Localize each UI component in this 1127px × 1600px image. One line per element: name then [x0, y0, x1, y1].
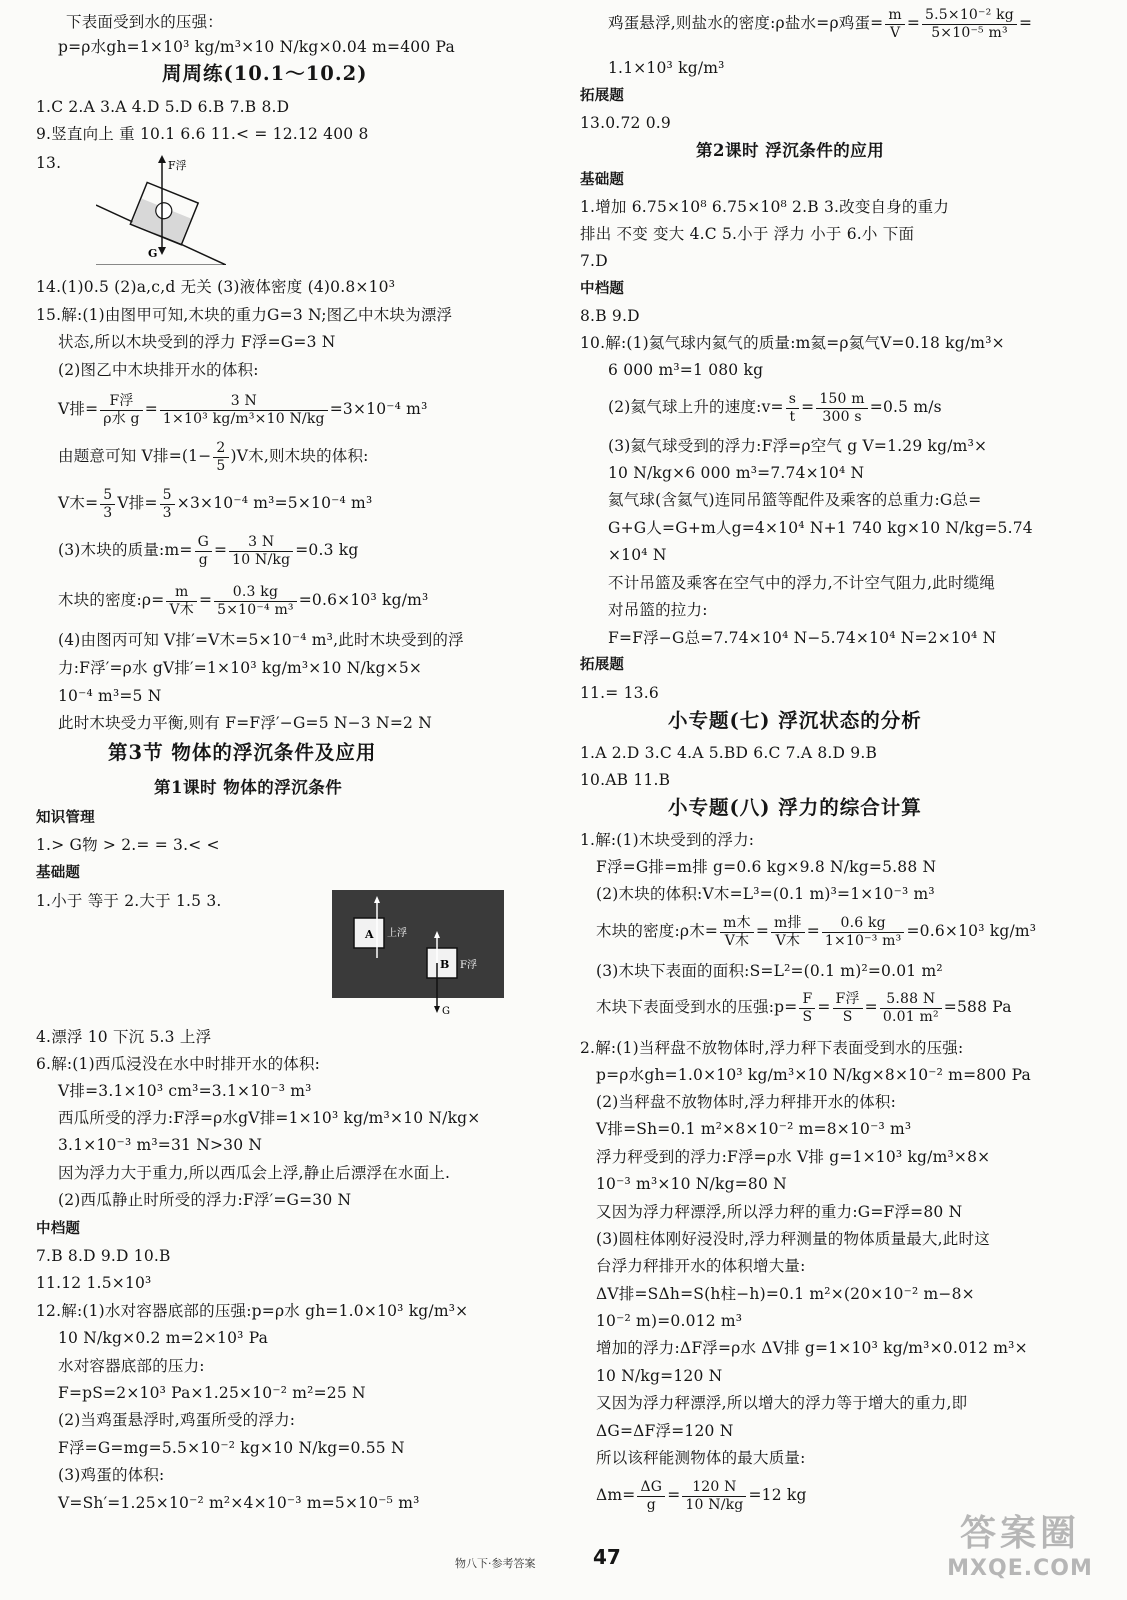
- math-line: V排= $\frac{\text{F浮}}{\text{ρ水 g}}$ = $\frac{3 N}{\text{1×10³ kg/m³×10 N/kg}}$ =3×10⁻⁴ m³: [58, 392, 428, 427]
- topic-title-8: 小专题(八) 浮力的综合计算: [668, 796, 922, 819]
- float-sink-figure: [332, 890, 504, 1015]
- text-line: 状态,所以木块受到的浮力 F浮=G=3 N: [58, 333, 336, 351]
- text-line: 10⁻⁴ m³=5 N: [58, 687, 162, 705]
- text-line: 1.小于 等于 2.大于 1.5 3.: [36, 892, 222, 910]
- math-line: 木块下表面受到水的压强:p= $\frac{F}{S}$ = $\frac{\text{F浮}}{S}$ = $\frac{5.88 N}{\text{0.01 m²}}$ =588 Pa: [596, 990, 1012, 1025]
- text-line: 1.1×10³ kg/m³: [608, 59, 725, 77]
- text-line: (2)西瓜静止时所受的浮力:F浮′=G=30 N: [58, 1191, 352, 1209]
- text-line: 11.= 13.6: [580, 684, 659, 702]
- watermark-text: 答案圈: [959, 1513, 1080, 1554]
- text-line: V=Sh′=1.25×10⁻² m²×4×10⁻³ m=5×10⁻⁵ m³: [58, 1494, 420, 1512]
- label-buoyant: F浮: [460, 960, 477, 971]
- text-line: p=ρ水gh=1×10³ kg/m³×10 N/kg×0.04 m=400 Pa: [58, 38, 455, 56]
- text-line: (4)由图丙可知 V排′=V木=5×10⁻⁴ m³,此时木块受到的浮: [58, 631, 464, 649]
- text-line: (3)氦气球受到的浮力:F浮=ρ空气 g V=1.29 kg/m³×: [608, 437, 988, 455]
- text-line: 1.增加 6.75×10⁸ 6.75×10⁸ 2.B 3.改变自身的重力: [580, 198, 950, 216]
- block-label-a: A: [365, 928, 374, 941]
- text-line: F=F浮−G总=7.74×10⁴ N−5.74×10⁴ N=2×10⁴ N: [608, 629, 997, 647]
- text-line: 15.解:(1)由图甲可知,木块的重力G=3 N;图乙中木块为漂浮: [36, 306, 453, 324]
- text-line: 4.漂浮 10 下沉 5.3 上浮: [36, 1028, 212, 1046]
- text-line: (3)圆柱体刚好浸没时,浮力秤测量的物体质量最大,此时这: [596, 1230, 990, 1248]
- text-line: (2)图乙中木块排开水的体积:: [58, 361, 259, 379]
- text-line: 1.A 2.D 3.C 4.A 5.BD 6.C 7.A 8.D 9.B: [580, 744, 878, 762]
- subsection-ext1: 拓展题: [580, 87, 625, 104]
- text-line: 6 000 m³=1 080 kg: [608, 361, 764, 379]
- watermark-url: MXQE.COM: [947, 1556, 1093, 1581]
- text-line: (2)当秤盘不放物体时,浮力秤排开水的体积:: [596, 1093, 897, 1111]
- lesson-title-2: 第2课时 浮沉条件的应用: [696, 141, 885, 160]
- text-line: 11.12 1.5×10³: [36, 1274, 152, 1292]
- text-line: 排出 不变 变大 4.C 5.小于 浮力 小于 6.小 下面: [580, 225, 915, 243]
- text-line: 1.C 2.A 3.A 4.D 5.D 6.B 7.B 8.D: [36, 98, 290, 116]
- text-line: V排=3.1×10³ cm³=3.1×10⁻³ m³: [58, 1082, 312, 1100]
- math-line: 木块的密度:ρ= $\frac{m}{\text{V木}}$ = $\frac{0.3 kg}{\text{5×10⁻⁴ m³}}$ =0.6×10³ kg/m³: [58, 583, 429, 618]
- text-line: 台浮力秤排开水的体积增大量:: [596, 1257, 806, 1275]
- text-line: 氦气球(含氦气)连同吊篮等配件及乘客的总重力:G总=: [608, 491, 982, 509]
- math-line: 木块的密度:ρ木= $\frac{\text{m木}}{\text{V木}}$ = $\frac{\text{m排}}{\text{V木}}$ = $\frac{0.6 kg}{\text{1×10⁻³ m³}}$ =0.6×10³ kg/m³: [596, 914, 1037, 949]
- section-title-sec3: 第3节 物体的浮沉条件及应用: [108, 741, 377, 764]
- subsection-mid: 中档题: [36, 1220, 81, 1237]
- math-line: (2)氦气球上升的速度:v= $\frac{s}{t}$ = $\frac{150 m}{300 s}$ =0.5 m/s: [608, 390, 942, 425]
- text-line: 3.1×10⁻³ m³=31 N>30 N: [58, 1136, 263, 1154]
- text-line: 浮力秤受到的浮力:F浮=ρ水 V排 g=1×10³ kg/m³×8×: [596, 1148, 991, 1166]
- page-number: 47: [593, 1545, 621, 1569]
- text-line: 7.D: [580, 252, 608, 270]
- math-line: 鸡蛋悬浮,则盐水的密度:ρ盐水=ρ鸡蛋= $\frac{m}{V}$ = $\frac{\text{5.5×10⁻² kg}}{\text{5×10⁻⁵ m³}}$ =: [608, 6, 1033, 41]
- text-line: 8.B 9.D: [580, 307, 640, 325]
- incline-buoyancy-figure: [96, 155, 226, 265]
- text-line: F浮=G排=m排 g=0.6 kg×9.8 N/kg=5.88 N: [596, 858, 937, 876]
- text-line: (2)木块的体积:V木=L³=(0.1 m)³=1×10⁻³ m³: [596, 885, 935, 903]
- text-line: ΔG=ΔF浮=120 N: [596, 1422, 734, 1440]
- text-line: 10 N/kg=120 N: [596, 1367, 723, 1385]
- math-line: (3)木块的质量:m= $\frac{G}{g}$ = $\frac{3 N}{10 N/kg}$ =0.3 kg: [58, 533, 359, 568]
- math-line: 由题意可知 V排=(1− $\frac{2}{5}$ )V木,则木块的体积:: [58, 439, 369, 474]
- text-line: 西瓜所受的浮力:F浮=ρ水gV排=1×10³ kg/m³×10 N/kg×: [58, 1109, 481, 1127]
- label-gravity: G: [442, 1006, 450, 1015]
- text-line: 1.> G物 > 2.= = 3.< <: [36, 836, 220, 854]
- text-line: 增加的浮力:ΔF浮=ρ水 ΔV排 g=1×10³ kg/m³×0.012 m³×: [596, 1339, 1028, 1357]
- footer-book-title: 物八下·参考答案: [455, 1557, 536, 1570]
- text-line: 10.解:(1)氦气球内氦气的质量:m氦=ρ氦气V=0.18 kg/m³×: [580, 334, 1005, 352]
- section-title-weekly: 周周练(10.1～10.2): [162, 62, 368, 85]
- watermark-logo: [925, 1505, 1115, 1597]
- text-line: 因为浮力大于重力,所以西瓜会上浮,静止后漂浮在水面上.: [58, 1164, 451, 1182]
- lesson-title-1: 第1课时 物体的浮沉条件: [154, 778, 343, 797]
- subsection-ext2: 拓展题: [580, 656, 625, 673]
- subsection-knowledge: 知识管理: [36, 809, 95, 826]
- force-label-buoyant: F浮: [168, 159, 187, 172]
- text-line: 10 N/kg×0.2 m=2×10³ Pa: [58, 1329, 269, 1347]
- text-line: 下表面受到水的压强：: [66, 13, 224, 31]
- text-line: 10 N/kg×6 000 m³=7.74×10⁴ N: [608, 464, 865, 482]
- subsection-basic2: 基础题: [580, 171, 625, 188]
- text-line: 水对容器底部的压力:: [58, 1357, 205, 1375]
- text-line: G+G人=G+m人g=4×10⁴ N+1 740 kg×10 N/kg=5.74: [608, 519, 1033, 537]
- text-line: 13.: [36, 154, 62, 172]
- block-label-b: B: [440, 958, 450, 971]
- label-rise: 上浮: [387, 928, 407, 939]
- text-line: 所以该秤能测物体的最大质量:: [596, 1449, 806, 1467]
- text-line: 6.解:(1)西瓜浸没在水中时排开水的体积:: [36, 1055, 321, 1073]
- text-line: 9.竖直向上 重 10.1 6.6 11.< = 12.12 400 8: [36, 125, 369, 143]
- text-line: 10⁻³ m³×10 N/kg=80 N: [596, 1175, 787, 1193]
- text-line: 对吊篮的拉力:: [608, 601, 708, 619]
- text-line: (2)当鸡蛋悬浮时,鸡蛋所受的浮力:: [58, 1411, 296, 1429]
- text-line: 10⁻² m)=0.012 m³: [596, 1312, 743, 1330]
- subsection-mid2: 中档题: [580, 280, 625, 297]
- text-line: 1.解:(1)木块受到的浮力:: [580, 831, 755, 849]
- text-line: V排=Sh=0.1 m²×8×10⁻² m=8×10⁻³ m³: [596, 1120, 912, 1138]
- text-line: 不计吊篮及乘客在空气中的浮力,不计空气阻力,此时缆绳: [608, 574, 996, 592]
- text-line: 14.(1)0.5 (2)a,c,d 无关 (3)液体密度 (4)0.8×10³: [36, 278, 396, 296]
- text-line: 10.AB 11.B: [580, 771, 671, 789]
- text-line: 又因为浮力秤漂浮,所以增大的浮力等于增大的重力,即: [596, 1394, 968, 1412]
- subsection-basic: 基础题: [36, 864, 81, 881]
- force-label-gravity: G: [148, 247, 158, 260]
- text-line: ΔV排=SΔh=S(h柱−h)=0.1 m²×(20×10⁻² m−8×: [596, 1285, 975, 1303]
- text-line: 此时木块受力平衡,则有 F=F浮′−G=5 N−3 N=2 N: [58, 714, 432, 732]
- math-line: Δm= $\frac{\Delta G}{g}$ = $\frac{120 N}{10 N/kg}$ =12 kg: [596, 1478, 807, 1513]
- text-line: F=pS=2×10³ Pa×1.25×10⁻² m²=25 N: [58, 1384, 366, 1402]
- text-line: (3)鸡蛋的体积:: [58, 1466, 165, 1484]
- text-line: 力:F浮′=ρ水 gV排′=1×10³ kg/m³×10 N/kg×5×: [58, 659, 423, 677]
- text-line: 13.0.72 0.9: [580, 114, 671, 132]
- text-line: 12.解:(1)水对容器底部的压强:p=ρ水 gh=1.0×10³ kg/m³×: [36, 1302, 469, 1320]
- text-line: ×10⁴ N: [608, 546, 667, 564]
- text-line: 又因为浮力秤漂浮,所以浮力秤的重力:G=F浮=80 N: [596, 1203, 963, 1221]
- text-line: p=ρ水gh=1.0×10³ kg/m³×10 N/kg×8×10⁻² m=800 Pa: [596, 1066, 1031, 1084]
- text-line: 7.B 8.D 9.D 10.B: [36, 1247, 171, 1265]
- math-line: V木= $\frac{5}{3}$ V排= $\frac{5}{3}$ ×3×10⁻⁴ m³=5×10⁻⁴ m³: [58, 486, 373, 521]
- text-line: 2.解:(1)当秤盘不放物体时,浮力秤下表面受到水的压强:: [580, 1039, 964, 1057]
- topic-title-7: 小专题(七) 浮沉状态的分析: [668, 709, 922, 732]
- text-line: (3)木块下表面的面积:S=L²=(0.1 m)²=0.01 m²: [596, 962, 943, 980]
- text-line: F浮=G=mg=5.5×10⁻² kg×10 N/kg=0.55 N: [58, 1439, 405, 1457]
